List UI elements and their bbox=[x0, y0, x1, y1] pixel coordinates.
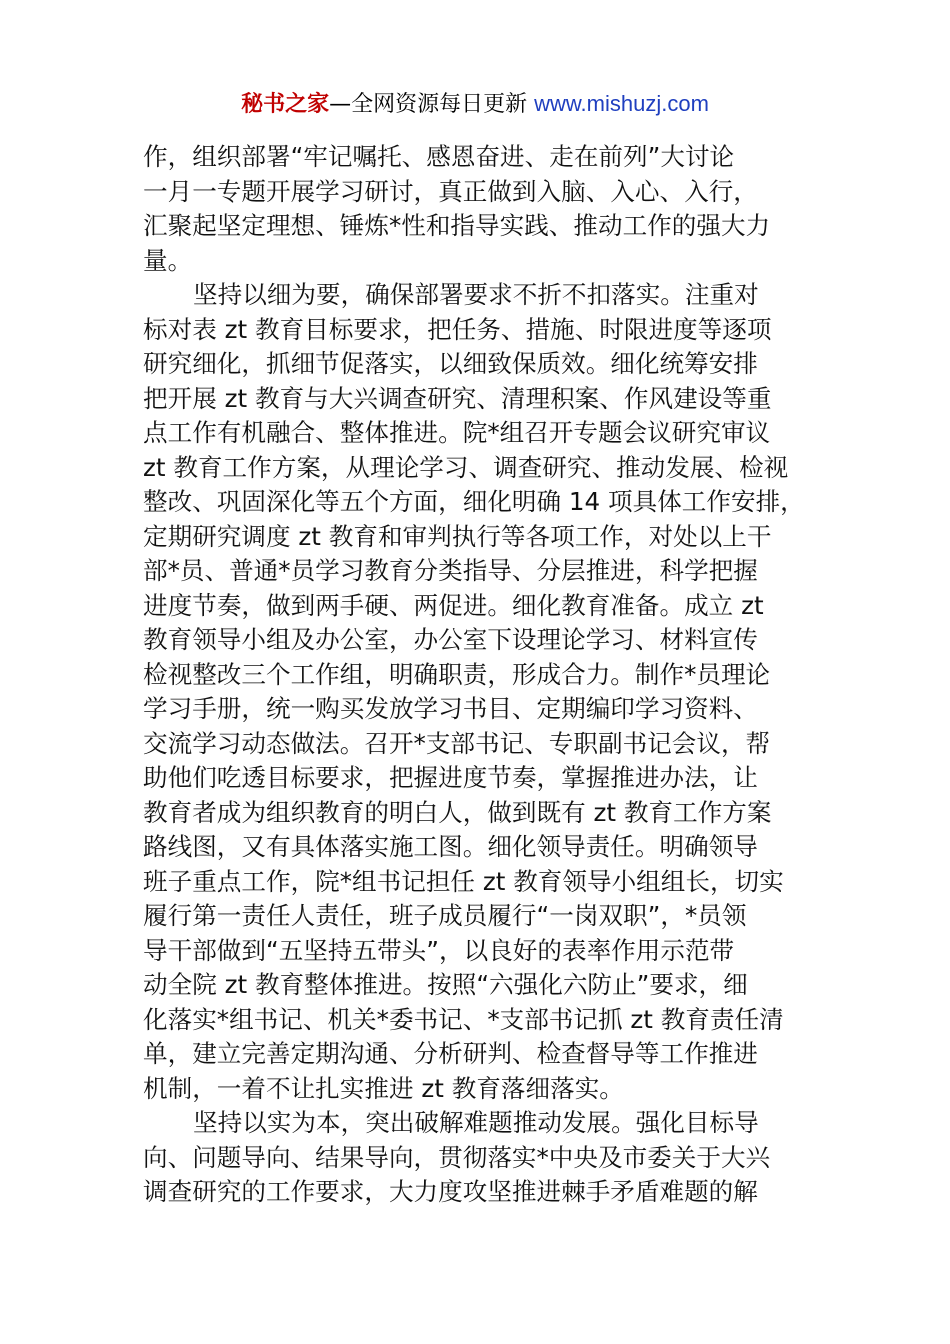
text-line: 进度节奏，做到两手硬、两促进。细化教育准备。成立 zt bbox=[143, 590, 764, 620]
text-line: 学习手册，统一购买发放学习书目、定期编印学习资料、 bbox=[143, 694, 758, 723]
text-line: 定期研究调度 zt 教育和审判执行等各项工作，对处以上干 bbox=[143, 521, 772, 551]
text-line: 点工作有机融合、整体推进。院*组召开专题会议研究审议 bbox=[143, 418, 771, 447]
text-line: 研究细化，抓细节促落实，以细致保质效。细化统筹安排 bbox=[143, 349, 758, 378]
text-line: 作，组织部署“牢记嘱托、感恩奋进、走在前列”大讨论 bbox=[143, 142, 735, 171]
text-line: 助他们吃透目标要求，把握进度节奏，掌握推进办法，让 bbox=[143, 763, 758, 792]
text-line: zt 教育工作方案，从理论学习、调查研究、推动发展、检视 bbox=[143, 452, 789, 482]
text-line: 导干部做到“五坚持五带头”，以良好的表率作用示范带 bbox=[143, 935, 735, 965]
text-line: 标对表 zt 教育目标要求，把任务、措施、时限进度等逐项 bbox=[143, 314, 772, 344]
text-line: 整改、巩固深化等五个方面，细化明确 14 项具体工作安排， bbox=[143, 487, 805, 516]
text-line: 把开展 zt 教育与大兴调查研究、清理积案、作风建设等重 bbox=[143, 383, 772, 413]
article-body bbox=[143, 140, 833, 1210]
paragraph-start-line: 坚持以细为要，确保部署要求不折不扣落实。注重对 bbox=[193, 280, 759, 309]
text-line: 路线图，又有具体落实施工图。细化领导责任。明确领导 bbox=[143, 832, 758, 861]
text-line: 动全院 zt 教育整体推进。按照“六强化六防止”要求，细 bbox=[143, 970, 748, 999]
text-line: 汇聚起坚定理想、锤炼*性和指导实践、推动工作的强大力 bbox=[143, 211, 771, 240]
text-line: 单，建立完善定期沟通、分析研判、检查督导等工作推进 bbox=[143, 1039, 758, 1068]
text-line: 向、问题导向、结果导向，贯彻落实*中央及市委关于大兴 bbox=[143, 1142, 771, 1172]
text-line: 调查研究的工作要求，大力度攻坚推进棘手矛盾难题的解 bbox=[143, 1177, 758, 1206]
text-line: 机制，一着不让扎实推进 zt 教育落细落实。 bbox=[143, 1073, 624, 1103]
text-line: 教育者成为组织教育的明白人，做到既有 zt 教育工作方案 bbox=[143, 797, 772, 827]
text-line: 量。 bbox=[143, 245, 193, 275]
text-line: 班子重点工作，院*组书记担任 zt 教育领导小组组长，切实 bbox=[143, 866, 784, 896]
text-line: 一月一专题开展学习研讨，真正做到入脑、入心、入行， bbox=[143, 176, 758, 206]
site-header bbox=[0, 88, 950, 121]
text-line: 教育领导小组及办公室，办公室下设理论学习、材料宣传 bbox=[143, 625, 758, 654]
site-brand: 秘书之家 bbox=[241, 92, 330, 117]
text-line: 履行第一责任人责任，班子成员履行“一岗双职”，*员领 bbox=[143, 901, 747, 930]
text-line: 部*员、普通*员学习教育分类指导、分层推进，科学把握 bbox=[143, 556, 758, 585]
site-url-link[interactable]: www.mishuzj.com bbox=[534, 91, 709, 116]
text-line: 交流学习动态做法。召开*支部书记、专职副书记会议，帮 bbox=[143, 728, 771, 758]
site-tagline: —全网资源每日更新 bbox=[329, 92, 535, 117]
text-line: 化落实*组书记、机关*委书记、*支部书记抓 zt 教育责任清 bbox=[143, 1004, 784, 1034]
paragraph-start-line: 坚持以实为本，突出破解难题推动发展。强化目标导 bbox=[193, 1108, 759, 1137]
text-line: 检视整改三个工作组，明确职责，形成合力。制作*员理论 bbox=[143, 659, 771, 689]
